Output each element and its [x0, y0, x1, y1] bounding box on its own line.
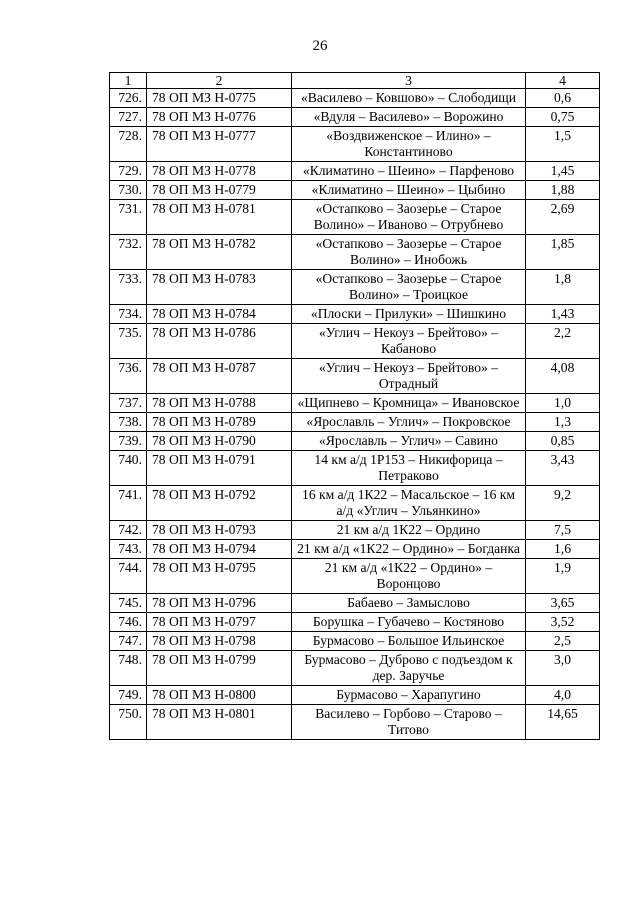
road-length-cell: 14,65 [526, 705, 600, 740]
road-name-cell: «Климатино – Шеино» – Парфеново [292, 162, 526, 181]
road-length-cell: 0,75 [526, 108, 600, 127]
row-number-cell: 737. [110, 394, 147, 413]
road-length-cell: 7,5 [526, 521, 600, 540]
road-length-cell: 1,9 [526, 559, 600, 594]
road-id-cell: 78 ОП МЗ Н-0787 [147, 359, 292, 394]
row-number-cell: 734. [110, 305, 147, 324]
table-row [110, 200, 600, 235]
road-length-cell: 0,85 [526, 432, 600, 451]
row-number-cell: 743. [110, 540, 147, 559]
road-length-cell: 0,6 [526, 89, 600, 108]
table-header-row [110, 73, 600, 89]
road-id-cell: 78 ОП МЗ Н-0800 [147, 686, 292, 705]
table-row [110, 270, 600, 305]
table-row [110, 305, 600, 324]
road-length-cell: 1,3 [526, 413, 600, 432]
road-name-cell: «Ярославль – Углич» – Савино [292, 432, 526, 451]
table-row [110, 451, 600, 486]
table-row [110, 594, 600, 613]
table-row [110, 89, 600, 108]
road-length-cell: 1,43 [526, 305, 600, 324]
table-row [110, 127, 600, 162]
road-length-cell: 3,65 [526, 594, 600, 613]
row-number-cell: 741. [110, 486, 147, 521]
road-id-cell: 78 ОП МЗ Н-0786 [147, 324, 292, 359]
row-number-cell: 733. [110, 270, 147, 305]
road-id-cell: 78 ОП МЗ Н-0796 [147, 594, 292, 613]
row-number-cell: 727. [110, 108, 147, 127]
road-id-cell: 78 ОП МЗ Н-0795 [147, 559, 292, 594]
road-id-cell: 78 ОП МЗ Н-0797 [147, 613, 292, 632]
table-row [110, 432, 600, 451]
row-number-cell: 747. [110, 632, 147, 651]
road-name-cell: Василево – Горбово – Старово – Титово [292, 705, 526, 740]
table-row [110, 394, 600, 413]
road-name-cell: «Плоски – Прилуки» – Шишкино [292, 305, 526, 324]
table-row [110, 686, 600, 705]
table-row [110, 162, 600, 181]
road-name-cell: Борушка – Губачево – Костяново [292, 613, 526, 632]
page-number: 26 [312, 38, 328, 54]
road-name-cell: Бабаево – Замыслово [292, 594, 526, 613]
road-name-cell: «Остапково – Заозерье – Старое Волино» – Иваново – Отрубнево [292, 200, 526, 235]
row-number-cell: 742. [110, 521, 147, 540]
road-id-cell: 78 ОП МЗ Н-0790 [147, 432, 292, 451]
table-row [110, 559, 600, 594]
header-cell-4: 4 [526, 73, 600, 89]
table-body [110, 73, 600, 740]
road-id-cell: 78 ОП МЗ Н-0798 [147, 632, 292, 651]
road-name-cell: 14 км а/д 1Р153 – Никифорица – Петраково [292, 451, 526, 486]
roads-table [109, 72, 600, 740]
road-length-cell: 4,0 [526, 686, 600, 705]
road-id-cell: 78 ОП МЗ Н-0779 [147, 181, 292, 200]
road-id-cell: 78 ОП МЗ Н-0801 [147, 705, 292, 740]
road-length-cell: 9,2 [526, 486, 600, 521]
table-row [110, 359, 600, 394]
road-length-cell: 1,45 [526, 162, 600, 181]
road-id-cell: 78 ОП МЗ Н-0794 [147, 540, 292, 559]
row-number-cell: 731. [110, 200, 147, 235]
road-name-cell: «Щипнево – Кромница» – Ивановское [292, 394, 526, 413]
header-cell-3: 3 [292, 73, 526, 89]
road-id-cell: 78 ОП МЗ Н-0792 [147, 486, 292, 521]
table-row [110, 651, 600, 686]
road-length-cell: 2,2 [526, 324, 600, 359]
table-row [110, 324, 600, 359]
row-number-cell: 736. [110, 359, 147, 394]
road-id-cell: 78 ОП МЗ Н-0775 [147, 89, 292, 108]
table-row [110, 613, 600, 632]
table-row [110, 413, 600, 432]
road-id-cell: 78 ОП МЗ Н-0799 [147, 651, 292, 686]
table-row [110, 108, 600, 127]
road-id-cell: 78 ОП МЗ Н-0784 [147, 305, 292, 324]
row-number-cell: 745. [110, 594, 147, 613]
row-number-cell: 726. [110, 89, 147, 108]
road-id-cell: 78 ОП МЗ Н-0777 [147, 127, 292, 162]
road-name-cell: 21 км а/д «1К22 – Ордино» – Воронцово [292, 559, 526, 594]
road-id-cell: 78 ОП МЗ Н-0776 [147, 108, 292, 127]
header-cell-1: 1 [110, 73, 147, 89]
row-number-cell: 735. [110, 324, 147, 359]
road-name-cell: Бурмасово – Харапугино [292, 686, 526, 705]
row-number-cell: 728. [110, 127, 147, 162]
road-length-cell: 3,0 [526, 651, 600, 686]
road-name-cell: «Углич – Некоуз – Брейтово» – Кабаново [292, 324, 526, 359]
row-number-cell: 739. [110, 432, 147, 451]
road-id-cell: 78 ОП МЗ Н-0781 [147, 200, 292, 235]
road-id-cell: 78 ОП МЗ Н-0782 [147, 235, 292, 270]
road-name-cell: «Климатино – Шеино» – Цыбино [292, 181, 526, 200]
road-length-cell: 1,8 [526, 270, 600, 305]
road-name-cell: 21 км а/д 1К22 – Ордино [292, 521, 526, 540]
table-row [110, 540, 600, 559]
header-cell-2: 2 [147, 73, 292, 89]
row-number-cell: 744. [110, 559, 147, 594]
row-number-cell: 750. [110, 705, 147, 740]
row-number-cell: 740. [110, 451, 147, 486]
road-name-cell: 21 км а/д «1К22 – Ордино» – Богданка [292, 540, 526, 559]
road-length-cell: 1,88 [526, 181, 600, 200]
road-length-cell: 4,08 [526, 359, 600, 394]
row-number-cell: 738. [110, 413, 147, 432]
road-name-cell: Бурмасово – Дуброво с подъездом к дер. Заручье [292, 651, 526, 686]
table-row [110, 705, 600, 740]
road-name-cell: «Остапково – Заозерье – Старое Волино» – Инобожь [292, 235, 526, 270]
table-row [110, 181, 600, 200]
road-name-cell: Бурмасово – Большое Ильинское [292, 632, 526, 651]
table-row [110, 632, 600, 651]
road-name-cell: «Углич – Некоуз – Брейтово» – Отрадный [292, 359, 526, 394]
road-name-cell: «Остапково – Заозерье – Старое Волино» – Троицкое [292, 270, 526, 305]
road-name-cell: 16 км а/д 1К22 – Масальское – 16 км а/д «Углич – Ульянкино» [292, 486, 526, 521]
road-id-cell: 78 ОП МЗ Н-0789 [147, 413, 292, 432]
road-length-cell: 1,85 [526, 235, 600, 270]
road-length-cell: 2,5 [526, 632, 600, 651]
row-number-cell: 748. [110, 651, 147, 686]
road-length-cell: 1,0 [526, 394, 600, 413]
road-id-cell: 78 ОП МЗ Н-0791 [147, 451, 292, 486]
road-length-cell: 1,5 [526, 127, 600, 162]
road-length-cell: 2,69 [526, 200, 600, 235]
table-row [110, 521, 600, 540]
road-name-cell: «Василево – Ковшово» – Слободищи [292, 89, 526, 108]
table-row [110, 235, 600, 270]
table-row [110, 486, 600, 521]
road-length-cell: 3,43 [526, 451, 600, 486]
road-id-cell: 78 ОП МЗ Н-0783 [147, 270, 292, 305]
row-number-cell: 746. [110, 613, 147, 632]
row-number-cell: 732. [110, 235, 147, 270]
row-number-cell: 749. [110, 686, 147, 705]
road-length-cell: 3,52 [526, 613, 600, 632]
road-id-cell: 78 ОП МЗ Н-0778 [147, 162, 292, 181]
row-number-cell: 729. [110, 162, 147, 181]
road-name-cell: «Ярославль – Углич» – Покровское [292, 413, 526, 432]
row-number-cell: 730. [110, 181, 147, 200]
road-id-cell: 78 ОП МЗ Н-0788 [147, 394, 292, 413]
road-length-cell: 1,6 [526, 540, 600, 559]
road-name-cell: «Вдуля – Василево» – Ворожино [292, 108, 526, 127]
road-name-cell: «Воздвиженское – Илино» – Константиново [292, 127, 526, 162]
road-id-cell: 78 ОП МЗ Н-0793 [147, 521, 292, 540]
